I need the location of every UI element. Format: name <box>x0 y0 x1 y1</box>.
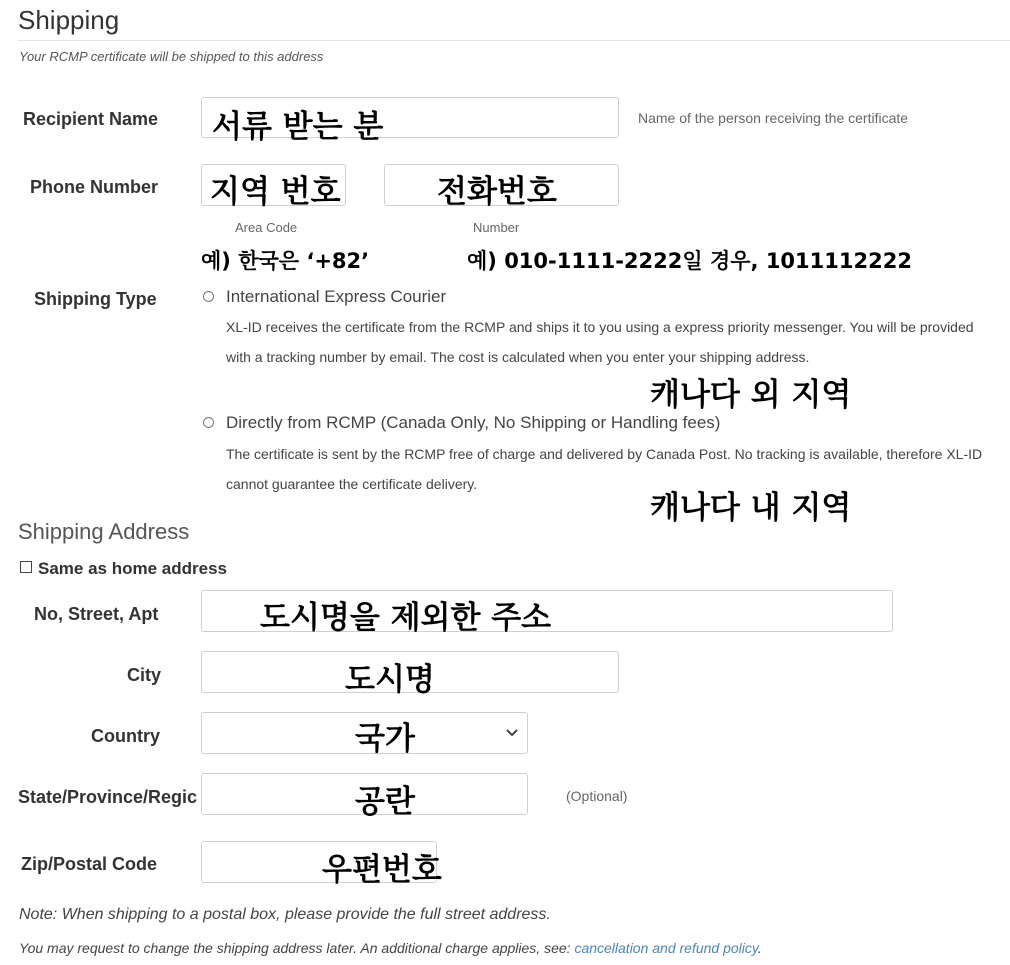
area-code-annotation: 지역 번호 <box>210 174 341 210</box>
direct-rcmp-label[interactable]: Directly from RCMP (Canada Only, No Shipping or Handling fees) <box>226 413 721 432</box>
change-address-note <box>19 940 762 956</box>
same-as-home-label[interactable]: Same as home address <box>38 559 227 578</box>
direct-rcmp-description: The certificate is sent by the RCMP free of charge and delivered by Canada Post. No tracking is available, therefore XL-ID cannot guarantee the certificate delivery. <box>226 446 983 492</box>
phone-number-label: Phone Number <box>30 177 159 197</box>
country-label: Country <box>91 726 160 746</box>
area-code-caption: Area Code <box>235 220 298 235</box>
phone-number-annotation: 전화번호 <box>437 174 557 210</box>
state-label: State/Province/Regic <box>18 787 198 807</box>
page-subtitle: Your RCMP certificate will be shipped to this address <box>19 49 324 64</box>
title-divider <box>18 40 1010 41</box>
chevron-down-icon[interactable] <box>504 727 520 739</box>
change-address-text: You may request to change the shipping address later. An additional charge applies, see: <box>19 940 575 956</box>
state-annotation: 공란 <box>355 784 415 820</box>
international-courier-label[interactable]: International Express Courier <box>226 287 447 306</box>
area-code-example: 예) 한국은 ‘+82’ <box>201 249 370 273</box>
city-annotation: 도시명 <box>345 662 435 698</box>
phone-number-example: 예) 010-1111-2222일 경우, 1011112222 <box>467 249 912 273</box>
recipient-name-annotation: 서류 받는 분 <box>212 109 384 145</box>
street-annotation: 도시명을 제외한 주소 <box>260 600 552 636</box>
country-annotation: 국가 <box>355 721 415 757</box>
refund-policy-link[interactable]: cancellation and refund policy <box>574 940 758 956</box>
same-as-home-checkbox[interactable] <box>20 561 32 573</box>
change-address-period: . <box>757 940 762 956</box>
zip-label: Zip/Postal Code <box>21 854 158 874</box>
direct-rcmp-annotation: 캐나다 내 지역 <box>650 490 852 526</box>
page-title: Shipping <box>18 5 120 35</box>
postal-box-note: Note: When shipping to a postal box, please provide the full street address. <box>19 906 551 923</box>
international-courier-annotation: 캐나다 외 지역 <box>650 377 852 413</box>
zip-annotation: 우편번호 <box>322 852 442 888</box>
number-caption: Number <box>473 220 520 235</box>
radio-direct-rcmp[interactable] <box>203 417 214 428</box>
shipping-type-label: Shipping Type <box>34 289 157 309</box>
shipping-address-heading: Shipping Address <box>18 519 190 544</box>
recipient-name-hint: Name of the person receiving the certificate <box>638 110 909 126</box>
state-optional-hint: (Optional) <box>566 788 628 804</box>
recipient-name-label: Recipient Name <box>23 109 159 129</box>
international-courier-description: XL-ID receives the certificate from the RCMP and ships it to you using a express priority messenger. You will be provided with a tracking number by email. The cost is calculated when you enter your shipping address. <box>226 319 974 365</box>
radio-international-courier[interactable] <box>203 291 214 302</box>
street-label: No, Street, Apt <box>34 604 159 624</box>
city-label: City <box>127 665 162 685</box>
